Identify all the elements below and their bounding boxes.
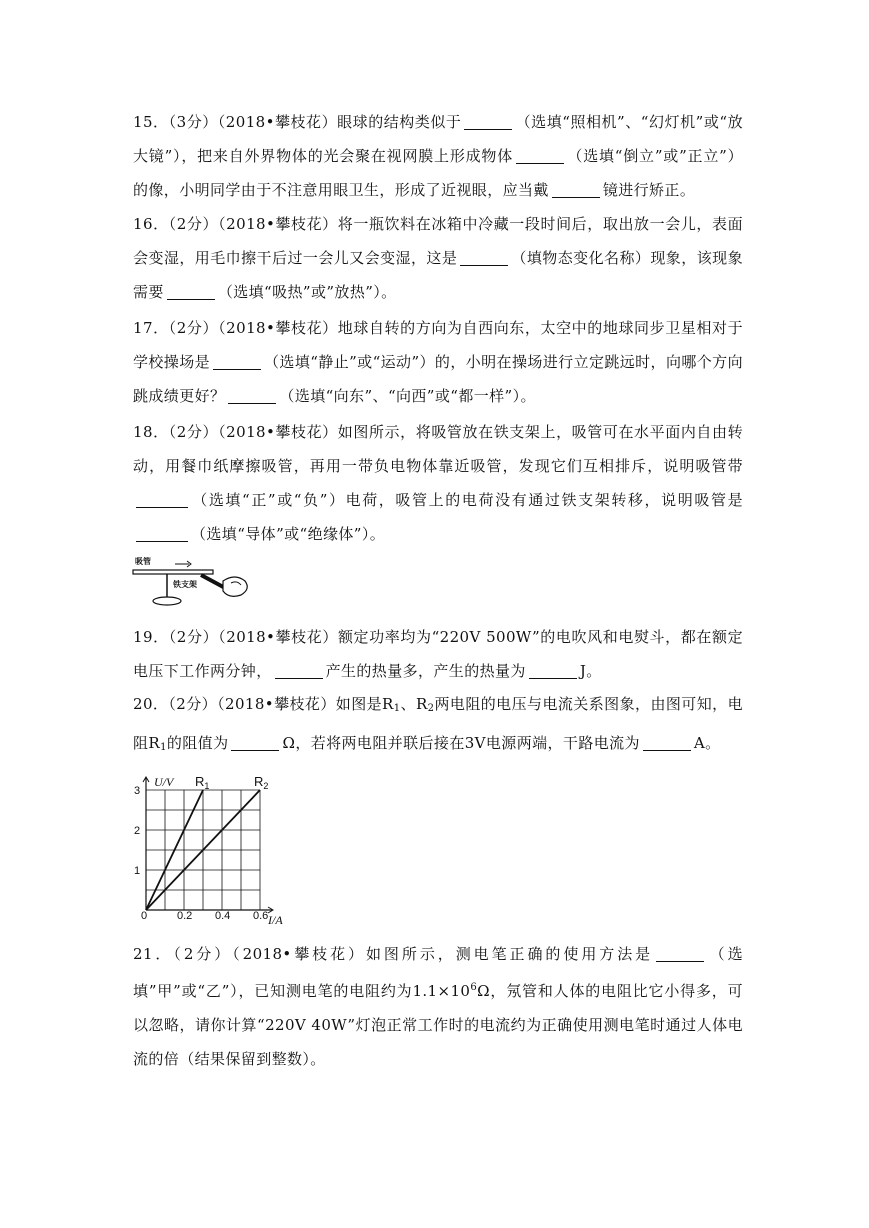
q17-blank-1[interactable] (213, 354, 261, 370)
q20-text-4: 的阻值为 (166, 734, 229, 752)
q18-blank-1[interactable] (136, 492, 188, 508)
question-18 (133, 415, 743, 551)
y-tick-label: 3 (134, 785, 141, 797)
ui-chart-svg (128, 762, 288, 924)
q21-text-1: 21．（2分）（2018•攀枝花）如图所示，测电笔正确的使用方法是 (133, 945, 654, 963)
q15-text-1: 15．（3分）（2018•攀枝花）眼球的结构类似于 (133, 113, 462, 131)
ui-chart (128, 762, 288, 928)
q20-text-3: 两电阻的电压与电流关系图象，由图可知，电阻R (133, 695, 743, 752)
stand-label: 铁支架 (173, 580, 197, 589)
q20-blank-1[interactable] (231, 735, 279, 751)
question-20 (133, 687, 743, 765)
q19-text-3: J。 (579, 662, 602, 680)
q18-text-2: （选填“正”或“负”）电荷，吸管上的电荷没有通过铁支架转移，说明吸管是 (191, 491, 743, 509)
q21-sup-1: 6 (470, 982, 478, 993)
x-tick-label: 0.6 (253, 910, 269, 922)
q15-text-3: （选填“倒立”或”正立”）的像，小明同学由于不注意用眼卫生，形成了近视眼，应当戴 (133, 147, 744, 199)
q20-sub-1: 1 (393, 703, 401, 714)
straw-stand-figure (131, 555, 281, 611)
q20-blank-2[interactable] (643, 735, 691, 751)
question-21 (133, 937, 743, 1076)
q20-text-2: 、R (400, 695, 428, 713)
y-axis-title: U/V (154, 775, 174, 789)
x-axis-title: I/A (268, 913, 283, 924)
q18-blank-2[interactable] (136, 526, 188, 542)
q20-sub-3: 1 (160, 742, 167, 753)
q15-blank-3[interactable] (552, 182, 600, 198)
question-17 (133, 311, 743, 413)
q17-text-1: 17．（2分）（2018•攀枝花）地球自转的方向为自西向东，太空中的地球同步卫星相对于学校操场是 (133, 319, 743, 371)
q20-text-6: A。 (693, 734, 721, 752)
x-tick-label: 0 (141, 910, 148, 922)
q18-text-3: （选填“导体”或“绝缘体”）。 (191, 525, 386, 543)
straw-shape (133, 570, 213, 574)
q16-text-3: （选填“吸热”或”放热”）。 (217, 283, 397, 301)
q21-text-3: Ω，氖管和人体的电阻比它小得多，可以忽略，请你计算“220V 40W”灯泡正常工作时的电流约为正确使用测电笔时通过人体电流的倍（结果保留到整数）。 (133, 982, 743, 1068)
straw-label: 吸管 (135, 557, 151, 566)
x-tick-label: 0.4 (215, 910, 231, 922)
q15-text-2: （选填“照相机”、“幻灯机”或“放大镜”），把来自外界物体的光会聚在视网膜上形成物体 (133, 113, 743, 165)
straw-stand-drawing (131, 555, 281, 607)
q16-blank-1[interactable] (460, 250, 508, 266)
q17-text-3: （选填“向东”、“向西”或“都一样”）。 (279, 387, 536, 405)
series-label-r2: $R_2$ (254, 774, 269, 791)
y-tick-label: 2 (134, 825, 141, 837)
q15-blank-2[interactable] (516, 148, 564, 164)
q19-blank-2[interactable] (529, 663, 577, 679)
q16-text-2: （填物态变化名称）现象，该现象需要 (133, 249, 743, 301)
q19-text-1: 19．（2分）（2018•攀枝花）额定功率均为“220V 500W”的电吹风和电熨斗，都在额定电压下工作两分钟， (133, 628, 743, 680)
q17-text-2: （选填“静止”或“运动”）的，小明在操场进行立定跳远时，向哪个方向跳成绩更好？ (133, 353, 743, 405)
q15-blank-1[interactable] (464, 114, 512, 130)
q16-blank-2[interactable] (167, 284, 215, 300)
hand-shape (223, 577, 247, 596)
stand-base (153, 597, 181, 605)
y-tick-label: 1 (134, 865, 141, 877)
q18-text-1: 18．（2分）（2018•攀枝花）如图所示，将吸管放在铁支架上，吸管可在水平面内自由转动，用餐巾纸摩擦吸管，再用一带负电物体靠近吸管，发现它们互相排斥，说明吸管带 (133, 423, 743, 475)
question-16 (133, 207, 743, 309)
q20-text-5: Ω，若将两电阻并联后接在3V电源两端，干路电流为 (282, 734, 640, 752)
q15-text-4: 镜进行矫正。 (602, 181, 696, 199)
q21-text-2: （选填”甲”或“乙”），已知测电笔的电阻约为1.1×10 (133, 945, 743, 1000)
q20-text-1: 20．（2分）（2018•攀枝花）如图是R (133, 695, 394, 713)
question-19 (133, 620, 743, 688)
q19-blank-1[interactable] (275, 663, 323, 679)
q16-text-1: 16．（2分）（2018•攀枝花）将一瓶饮料在冰箱中冷藏一段时间后，取出放一会儿，表面会变湿，用毛巾擦干后过一会儿又会变湿，这是 (133, 215, 743, 267)
q21-blank-1[interactable] (656, 946, 704, 962)
q17-blank-2[interactable] (228, 388, 276, 404)
q19-text-2: 产生的热量多，产生的热量为 (325, 662, 526, 680)
series-label-r1: $R_1$ (195, 774, 210, 791)
question-15 (133, 105, 743, 207)
q20-sub-2: 2 (427, 703, 435, 714)
x-tick-label: 0.2 (177, 910, 193, 922)
